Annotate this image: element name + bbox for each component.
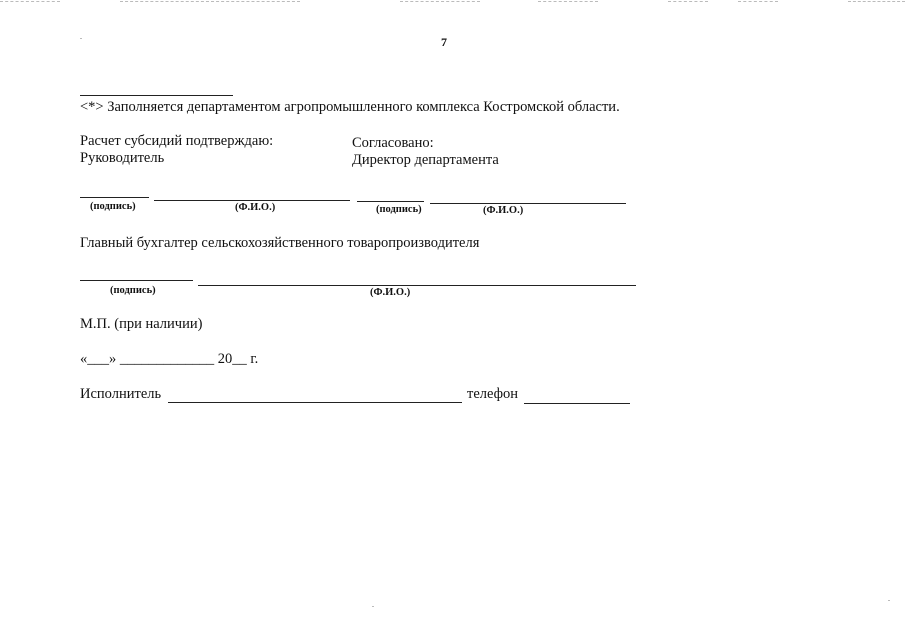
phone-label: телефон xyxy=(467,386,519,402)
fio-caption: (Ф.И.О.) xyxy=(483,205,524,216)
director-fio-line[interactable] xyxy=(430,203,626,204)
scan-artifact xyxy=(372,606,374,607)
chief-accountant-label: Главный бухгалтер сельскохозяйственного товаропроизводителя xyxy=(80,235,480,251)
fio-caption: (Ф.И.О.) xyxy=(235,202,276,213)
scan-artifact xyxy=(848,1,905,2)
scan-artifact xyxy=(538,1,598,2)
scan-artifact xyxy=(120,1,300,2)
executor-line[interactable] xyxy=(168,402,462,403)
executor-label: Исполнитель xyxy=(80,386,162,402)
director-signature-line[interactable] xyxy=(357,201,424,202)
scan-artifact xyxy=(400,1,480,2)
date-line: «___» _____________ 20__ г. xyxy=(80,351,259,367)
signature-caption: (подпись) xyxy=(110,285,156,296)
scan-artifact xyxy=(738,1,778,2)
head-label: Руководитель xyxy=(80,150,165,166)
page-number: 7 xyxy=(441,35,447,49)
scan-artifact xyxy=(888,600,890,601)
accountant-signature-line[interactable] xyxy=(80,280,193,281)
scan-artifact xyxy=(80,38,82,39)
seal-label: М.П. (при наличии) xyxy=(80,316,203,332)
footnote-separator xyxy=(80,95,233,96)
head-signature-line[interactable] xyxy=(80,197,149,198)
head-fio-line[interactable] xyxy=(154,200,350,201)
fio-caption: (Ф.И.О.) xyxy=(370,287,411,298)
agreed-label: Согласовано: xyxy=(352,135,434,151)
footnote-text: <*> Заполняется департаментом агропромышленного комплекса Костромской области. xyxy=(80,99,620,115)
scan-artifact xyxy=(0,1,60,2)
signature-caption: (подпись) xyxy=(376,204,422,215)
signature-caption: (подпись) xyxy=(90,201,136,212)
director-label: Директор департамента xyxy=(352,152,499,168)
accountant-fio-line[interactable] xyxy=(198,285,636,286)
scan-artifact xyxy=(668,1,708,2)
confirm-subsidy-label: Расчет субсидий подтверждаю: xyxy=(80,133,274,149)
phone-line[interactable] xyxy=(524,403,630,404)
